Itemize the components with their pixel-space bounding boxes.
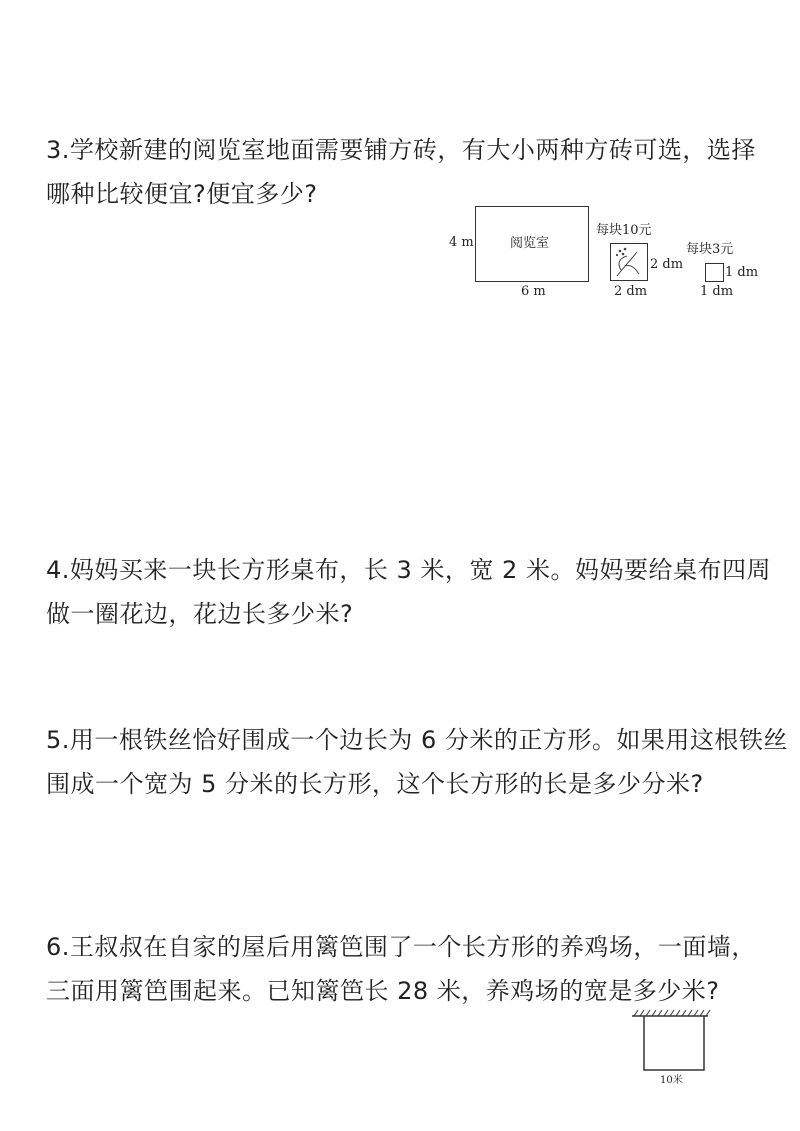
question-6-line-1: 6.王叔叔在自家的屋后用篱笆围了一个长方形的养鸡场，一面墙， bbox=[46, 933, 756, 961]
question-3-line-1: 3.学校新建的阅览室地面需要铺方砖，有大小两种方砖可选，选择 bbox=[46, 136, 756, 164]
question-4-line-1: 4.妈妈买来一块长方形桌布，长 3 米，宽 2 米。妈妈要给桌布四周 bbox=[46, 556, 771, 584]
chicken-coop-figure bbox=[628, 1008, 718, 1078]
wall-hatching-icon bbox=[632, 1010, 710, 1016]
question-4 bbox=[46, 548, 771, 636]
reading-room-width-label: 6 m bbox=[521, 284, 546, 299]
question-6 bbox=[46, 925, 762, 1013]
big-tile-square bbox=[610, 243, 648, 281]
big-tile-price-label: 每块10元 bbox=[596, 223, 652, 238]
small-tile-price-label: 每块3元 bbox=[686, 242, 734, 257]
question-4-line-2: 做一圈花边，花边长多少米? bbox=[46, 600, 354, 628]
question-6-line-2: 三面用篱笆围起来。已知篱笆长 28 米，养鸡场的宽是多少米? bbox=[46, 977, 720, 1005]
question-3 bbox=[46, 128, 762, 216]
question-3-line-2: 哪种比较便宜?便宜多少? bbox=[46, 180, 318, 208]
big-tile-bottom-label: 2 dm bbox=[614, 284, 648, 299]
small-tile-side-label: 1 dm bbox=[725, 265, 759, 280]
small-tile-square bbox=[705, 263, 724, 282]
question-5-line-2: 围成一个宽为 5 分米的长方形，这个长方形的长是多少分米? bbox=[46, 770, 704, 798]
flower-pattern-icon bbox=[611, 244, 646, 279]
fence-outline bbox=[644, 1016, 704, 1070]
question-5 bbox=[46, 718, 788, 806]
reading-room-height-label: 4 m bbox=[449, 235, 474, 250]
question-5-line-1: 5.用一根铁丝恰好围成一个边长为 6 分米的正方形。如果用这根铁丝 bbox=[46, 726, 788, 754]
wall-length-label: 10米 bbox=[660, 1075, 683, 1086]
reading-room-label: 阅览室 bbox=[510, 236, 550, 251]
small-tile-bottom-label: 1 dm bbox=[700, 284, 734, 299]
big-tile-side-label: 2 dm bbox=[650, 257, 684, 272]
